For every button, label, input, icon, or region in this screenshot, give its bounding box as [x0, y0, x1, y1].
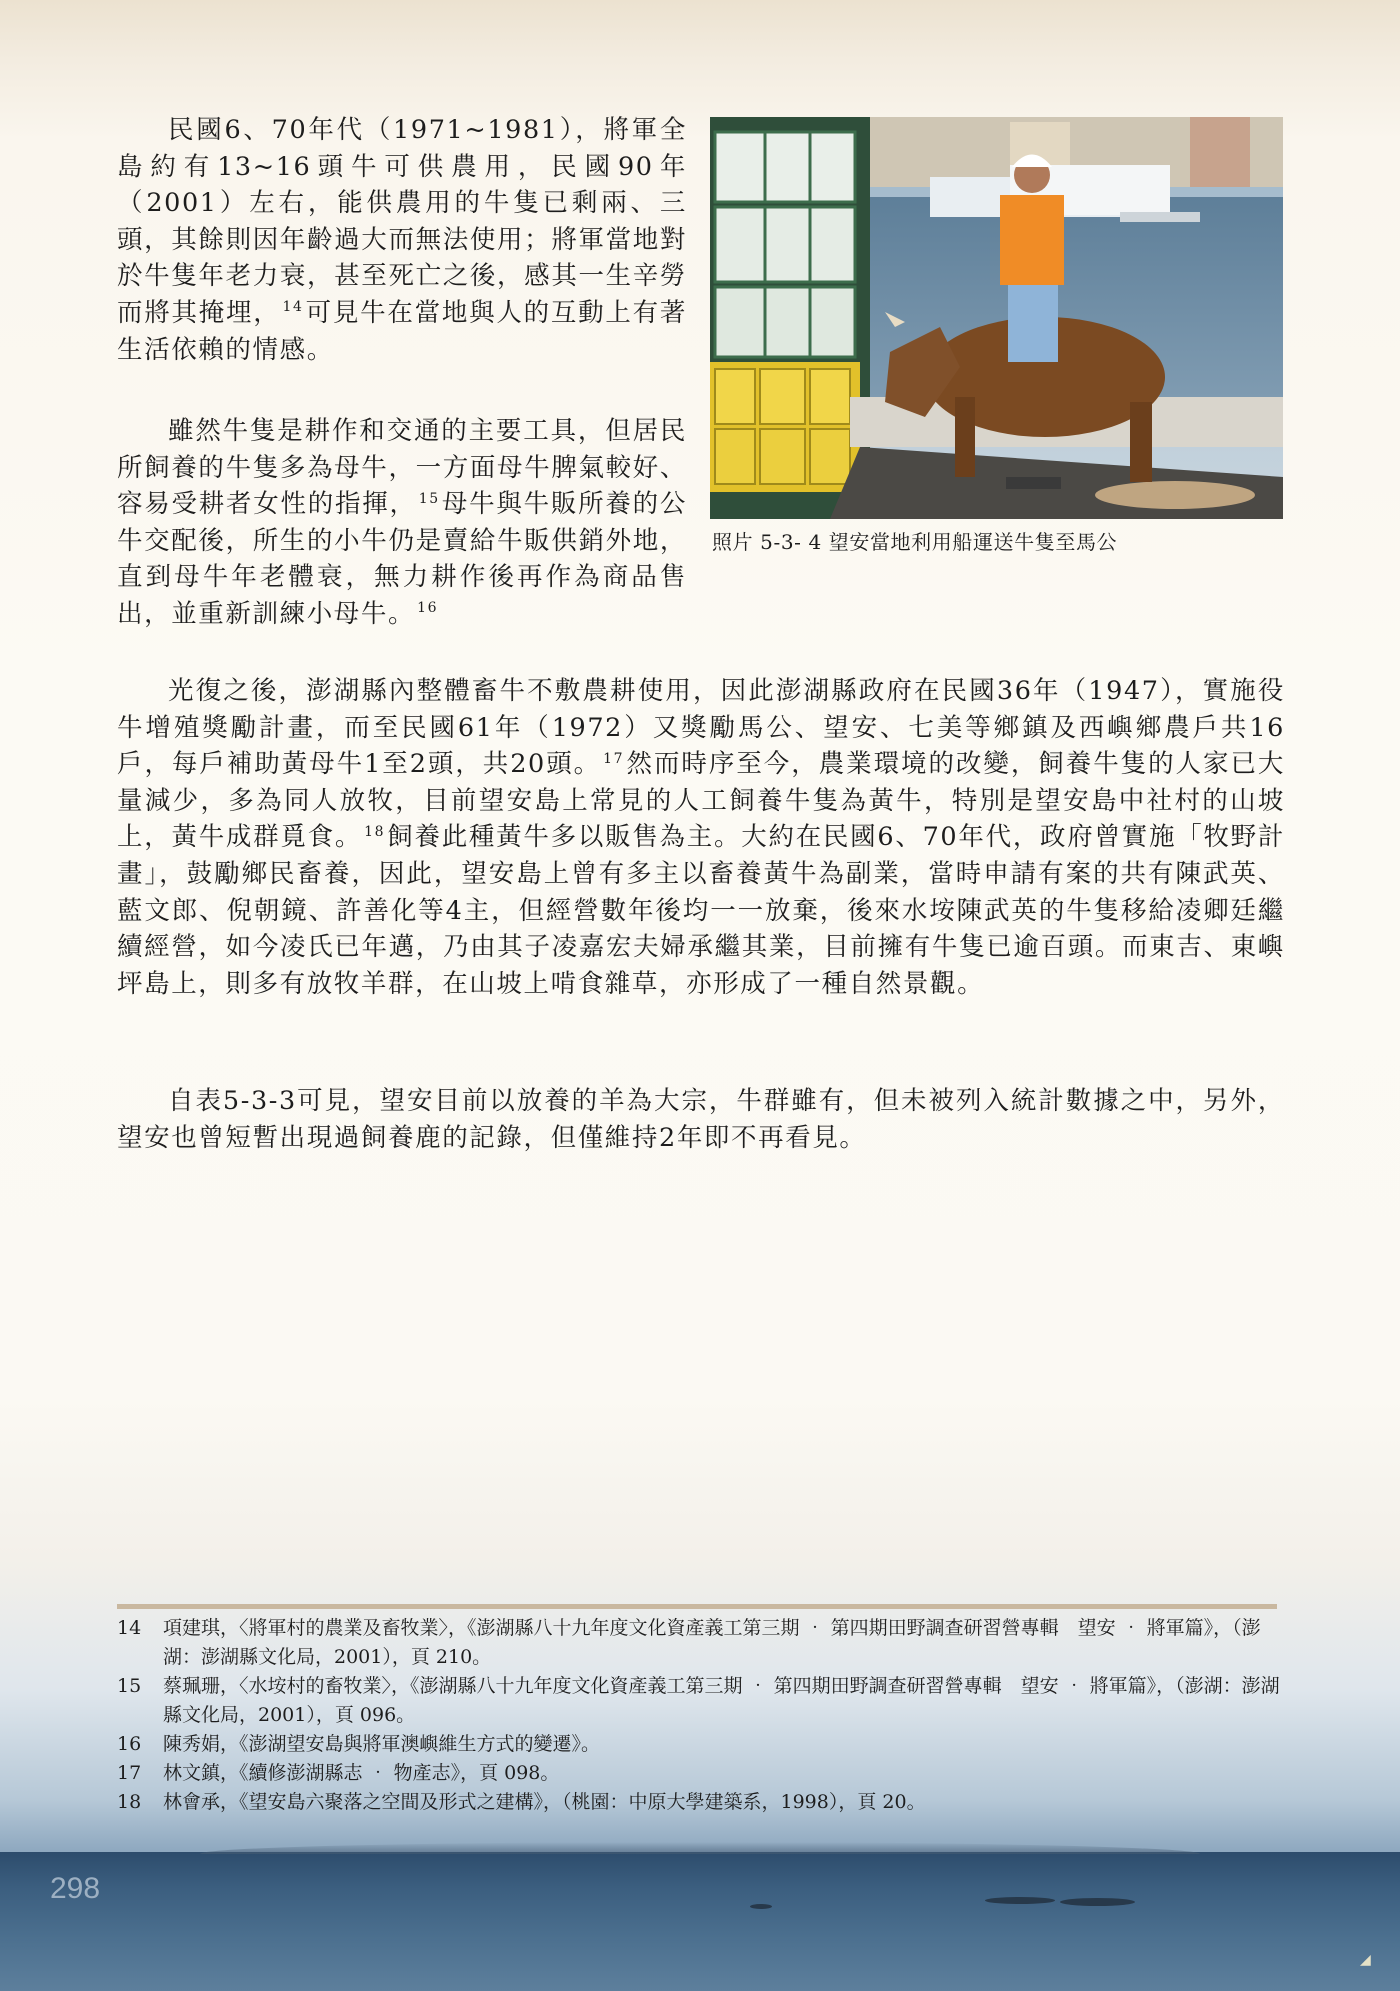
paragraph-1	[117, 112, 687, 368]
footnote-item	[117, 1730, 1285, 1759]
footnote-item	[117, 1672, 1285, 1730]
paragraph-3-text-c: 飼養此種黃牛多以販售為主。大約在民國6、70年代，政府曾實施「牧野計畫」，鼓勵鄉民畜養，因此，望安島上曾有多主以畜養黃牛為副業，當時申請有案的共有陳武英、藍文郎、倪朝鏡、許善化等4主，但經營數年後均一一放棄，後來水垵陳武英的牛隻移給凌卿廷繼續經營，如今凌氏已年邁，乃由其子凌嘉宏夫婦承繼其業，目前擁有牛隻已逾百頭。而東吉、東嶼坪島上，則多有放牧羊群，在山坡上啃食雜草，亦形成了一種自然景觀。	[117, 822, 1286, 999]
footnote-number: 18	[117, 1791, 142, 1813]
reef-rock	[750, 1904, 772, 1909]
sea-background	[0, 1852, 1400, 1991]
footnote-ref-16[interactable]: 16	[417, 600, 439, 617]
footnote-ref-14[interactable]: 14	[282, 299, 304, 316]
photo-caption: 照片 5-3- 4 望安當地利用船運送牛隻至馬公	[712, 530, 1118, 554]
paragraph-1-text-end: 可見牛在當地與人的互動上有著生活依賴的情感。	[117, 297, 687, 365]
horizon-island	[200, 1842, 1200, 1854]
paragraph-3	[117, 673, 1285, 1002]
footnote-number: 15	[117, 1675, 142, 1697]
paragraph-4-text: 自表5-3-3可見，望安目前以放養的羊為大宗，牛群雖有，但未被列入統計數據之中，另外，望安也曾短暫出現過飼養鹿的記錄，但僅維持2年即不再看見。	[117, 1086, 1285, 1153]
paragraph-2	[117, 413, 687, 633]
paragraph-1-text: 民國6、70年代（1971~1981），將軍全島約有13~16頭牛可供農用，民國90年（2001）左右，能供農用的牛隻已剩兩、三頭，其餘則因年齡過大而無法使用；將軍當地對於牛隻年老力衰，甚至死亡之後，感其一生辛勞而將其掩埋，	[117, 115, 687, 328]
paragraph-2-text-end: 母牛與牛販所養的公牛交配後，所生的小牛仍是賣給牛販供銷外地，直到母牛年老體衰，無力耕作後再作為商品售出，並重新訓練小母牛。	[117, 489, 687, 629]
reef-rock	[985, 1897, 1055, 1904]
footnote-ref-17[interactable]: 17	[603, 750, 625, 767]
footnote-number: 16	[117, 1733, 142, 1755]
footnote-divider	[117, 1604, 1277, 1609]
paragraph-3-text-a: 光復之後，澎湖縣內整體畜牛不敷農耕使用，因此澎湖縣政府在民國36年（1947），實施役牛增殖獎勵計畫，而至民國61年（1972）又獎勵馬公、望安、七美等鄉鎮及西嶼鄉農戶共16戶，每戶補助黃母牛1至2頭，共20頭。	[117, 676, 1285, 780]
footnote-number: 14	[117, 1617, 142, 1639]
footnote-ref-18[interactable]: 18	[364, 823, 386, 840]
paragraph-3-text-b: 然而時序至今，農業環境的改變，飼養牛隻的人家已大量減少，多為同人放牧，目前望安島上常見的人工飼養牛隻為黃牛，特別是望安島中社村的山坡上，黃牛成群覓食。	[117, 749, 1286, 853]
footnote-ref-15[interactable]: 15	[418, 490, 440, 507]
footnote-item	[117, 1759, 1285, 1788]
footnote-item	[117, 1614, 1285, 1672]
footnote-number: 17	[117, 1762, 142, 1784]
footnote-item	[117, 1788, 1285, 1817]
footnote-text: 項建琪，〈將軍村的農業及畜牧業〉，《澎湖縣八十九年度文化資產義工第三期 ‧ 第四期田野調查研習營專輯 望安 ‧ 將軍篇》，（澎湖：澎湖縣文化局，2001），頁 210。	[163, 1617, 1261, 1668]
page-number: 298	[50, 1872, 101, 1905]
footnote-text: 蔡珮珊，〈水垵村的畜牧業〉，《澎湖縣八十九年度文化資產義工第三期 ‧ 第四期田野調查研習營專輯 望安 ‧ 將軍篇》，（澎湖：澎湖縣文化局，2001），頁 096。	[163, 1675, 1280, 1726]
footnote-text: 林文鎮，《續修澎湖縣志 ‧ 物產志》，頁 098。	[163, 1762, 560, 1784]
footnotes	[117, 1614, 1285, 1817]
paragraph-2-text: 雖然牛隻是耕作和交通的主要工具，但居民所飼養的牛隻多為母牛，一方面母牛脾氣較好、容易受耕者女性的指揮，	[117, 416, 687, 520]
photo-cow-on-boat	[710, 117, 1283, 519]
boat-icon: ◢	[1360, 1952, 1371, 1968]
paragraph-4	[117, 1083, 1285, 1156]
footnote-text: 林會承，《望安島六聚落之空間及形式之建構》，（桃園：中原大學建築系，1998），頁 20。	[163, 1791, 926, 1813]
reef-rock	[1060, 1898, 1135, 1906]
footnote-text: 陳秀娟，《澎湖望安島與將軍澳嶼維生方式的變遷》。	[163, 1733, 601, 1755]
